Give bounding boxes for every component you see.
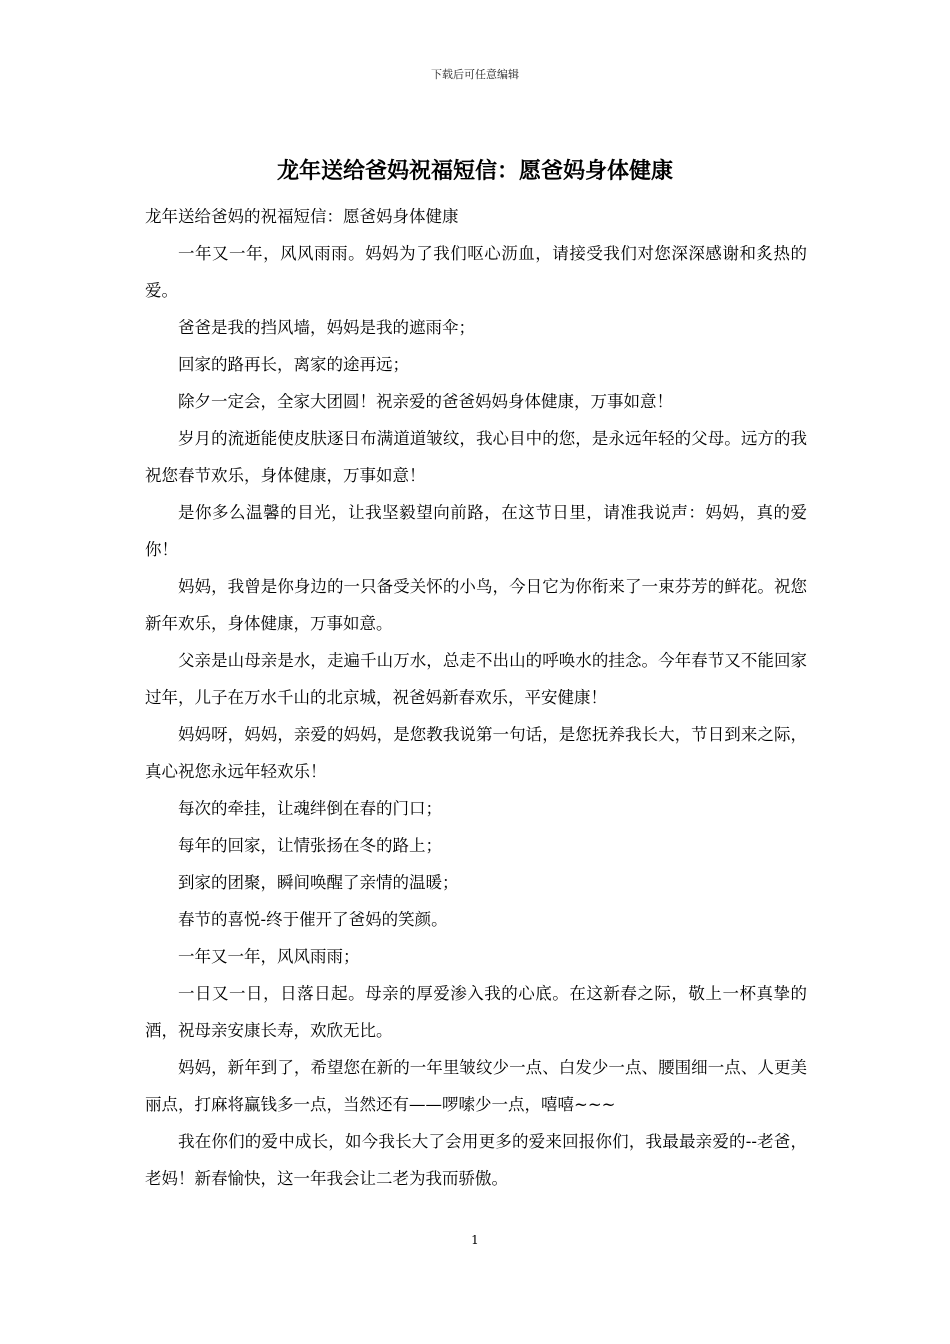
paragraph: 回家的路再长，离家的途再远； [178, 355, 409, 374]
paragraph: 一年又一年，风风雨雨。妈妈为了我们呕心沥血，请接受我们对您深深感谢和炙热的爱。 [145, 244, 807, 300]
paragraph: 春节的喜悦-终于催开了爸妈的笑颜。 [178, 910, 448, 929]
page-number: 1 [471, 1233, 479, 1247]
document-body [145, 198, 807, 1197]
paragraph: 每年的回家，让情张扬在冬的路上； [178, 836, 442, 855]
subtitle-line: 龙年送给爸妈的祝福短信：愿爸妈身体健康 [145, 207, 459, 226]
paragraph: 一年又一年，风风雨雨； [178, 947, 360, 966]
paragraph: 妈妈，新年到了，希望您在新的一年里皱纹少一点、白发少一点、腰围细一点、人更美丽点，打麻将赢钱多一点，当然还有——啰嗦少一点，嘻嘻~~~ [145, 1058, 807, 1114]
paragraph: 每次的牵挂，让魂绊倒在春的门口； [178, 799, 442, 818]
paragraph: 岁月的流逝能使皮肤逐日布满道道皱纹，我心目中的您，是永远年轻的父母。远方的我祝您春节欢乐，身体健康，万事如意！ [145, 429, 807, 485]
paragraph: 到家的团聚，瞬间唤醒了亲情的温暖； [178, 873, 459, 892]
paragraph: 妈妈，我曾是你身边的一只备受关怀的小鸟，今日它为你衔来了一束芬芳的鲜花。祝您新年欢乐，身体健康，万事如意。 [145, 577, 807, 633]
paragraph: 爸爸是我的挡风墙，妈妈是我的遮雨伞； [178, 318, 475, 337]
paragraph: 我在你们的爱中成长，如今我长大了会用更多的爱来回报你们，我最最亲爱的--老爸，老妈！新春愉快，这一年我会让二老为我而骄傲。 [145, 1132, 807, 1188]
paragraph: 除夕一定会，全家大团圆！祝亲爱的爸爸妈妈身体健康，万事如意！ [178, 392, 673, 411]
document-title: 龙年送给爸妈祝福短信：愿爸妈身体健康 [276, 159, 673, 184]
paragraph: 父亲是山母亲是水，走遍千山万水，总走不出山的呼唤水的挂念。今年春节又不能回家过年，儿子在万水千山的北京城，祝爸妈新春欢乐，平安健康！ [145, 651, 807, 707]
paragraph: 妈妈呀，妈妈，亲爱的妈妈，是您教我说第一句话，是您抚养我长大，节日到来之际，真心祝您永远年轻欢乐！ [145, 725, 807, 781]
paragraph: 是你多么温馨的目光，让我坚毅望向前路，在这节日里，请准我说声：妈妈，真的爱你！ [145, 503, 807, 559]
page-header: 下载后可任意编辑 [431, 68, 519, 81]
paragraph: 一日又一日，日落日起。母亲的厚爱渗入我的心底。在这新春之际，敬上一杯真挚的酒，祝母亲安康长寿，欢欣无比。 [145, 984, 807, 1040]
